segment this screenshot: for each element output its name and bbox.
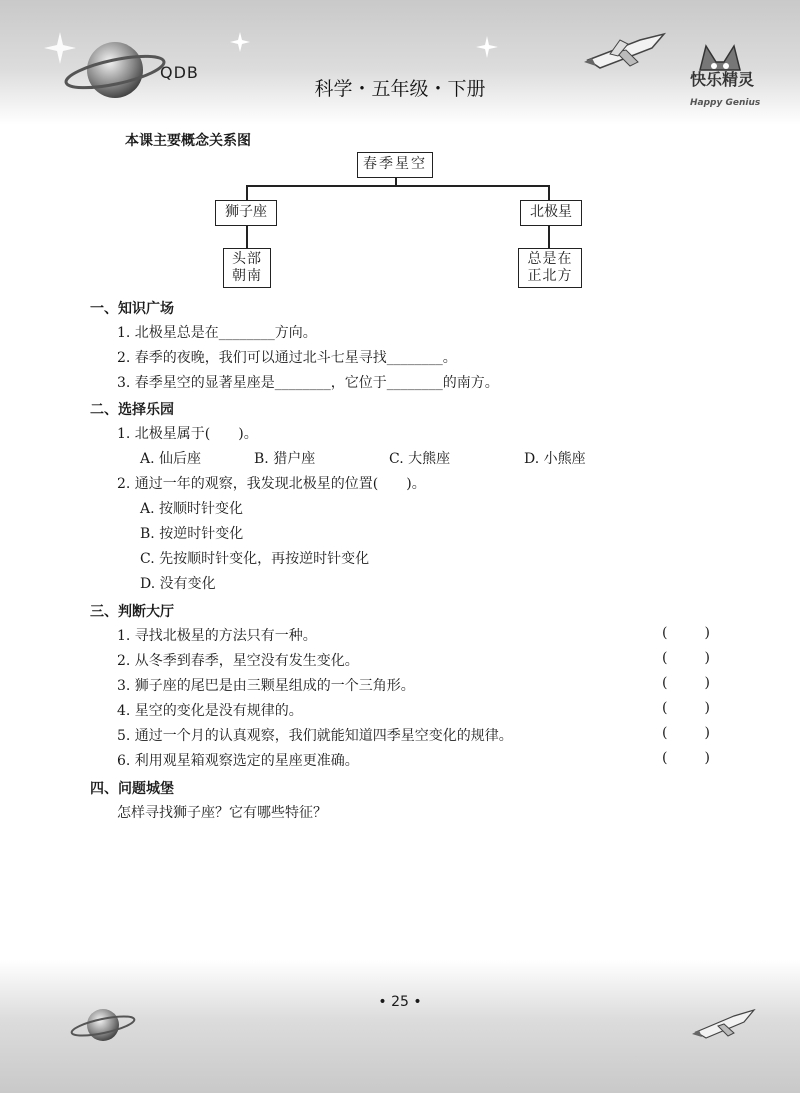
sparkle-icon: [474, 34, 500, 60]
concept-node-leo: 狮子座: [215, 200, 277, 226]
choice-option-a: A. 仙后座: [140, 451, 202, 467]
node-line: 头部: [232, 251, 262, 267]
answer-parentheses: ( ): [662, 700, 710, 716]
node-line: 朝南: [232, 268, 262, 284]
connector-line: [246, 185, 248, 200]
concept-node-head-south: [223, 248, 271, 288]
choice-question-1: 1. 北极星属于( )。: [117, 426, 258, 442]
page-number: • 25 •: [378, 994, 422, 1010]
fill-question-2: 2. 春季的夜晚，我们可以通过北斗七星寻找________。: [117, 350, 457, 366]
node-line: 正北方: [527, 268, 573, 284]
concept-node-spring-sky: 春季星空: [357, 152, 433, 178]
book-code: QDB: [160, 63, 199, 82]
choice-option-d: D. 没有变化: [140, 576, 216, 592]
answer-parentheses: ( ): [662, 750, 710, 766]
judgment-item: 6. 利用观星箱观察选定的星座更准确。: [117, 753, 359, 769]
connector-line: [548, 226, 550, 248]
connector-line: [246, 185, 549, 187]
judgment-item: 3. 狮子座的尾巴是由三颗星组成的一个三角形。: [117, 678, 415, 694]
judgment-item: 5. 通过一个月的认真观察，我们就能知道四季星空变化的规律。: [117, 728, 513, 744]
space-shuttle-icon: [690, 1000, 760, 1050]
concept-node-polaris: 北极星: [520, 200, 582, 226]
choice-option-a: A. 按顺时针变化: [140, 501, 244, 517]
choice-option-c: C. 大熊座: [389, 451, 451, 467]
brand-logo-text: [690, 67, 760, 109]
connector-line: [548, 185, 550, 200]
sparkle-icon: [228, 30, 252, 54]
connector-line: [246, 226, 248, 248]
choice-question-2: 2. 通过一年的观察，我发现北极星的位置( )。: [117, 476, 426, 492]
choice-option-d: D. 小熊座: [524, 451, 586, 467]
section-title-judgment: 三、判断大厅: [90, 604, 174, 620]
answer-parentheses: ( ): [662, 650, 710, 666]
judgment-item: 4. 星空的变化是没有规律的。: [117, 703, 303, 719]
node-line: 总是在: [527, 251, 573, 267]
answer-parentheses: ( ): [662, 675, 710, 691]
concept-map-title: 本课主要概念关系图: [125, 133, 251, 149]
choice-option-b: B. 按逆时针变化: [140, 526, 244, 542]
judgment-item: 1. 寻找北极星的方法只有一种。: [117, 628, 317, 644]
section-title-choice: 二、选择乐园: [90, 402, 174, 418]
planet-icon: [68, 1000, 138, 1050]
judgment-item: 2. 从冬季到春季，星空没有发生变化。: [117, 653, 359, 669]
fill-question-1: 1. 北极星总是在________方向。: [117, 325, 317, 341]
section-title-problem: 四、问题城堡: [90, 781, 174, 797]
sparkle-icon: [40, 28, 80, 68]
open-question: 怎样寻找狮子座？它有哪些特征？: [117, 805, 327, 821]
choice-option-b: B. 猎户座: [254, 451, 316, 467]
space-shuttle-icon: [580, 22, 670, 82]
answer-parentheses: ( ): [662, 725, 710, 741]
choice-option-c: C. 先按顺时针变化，再按逆时针变化: [140, 551, 370, 567]
fill-question-3: 3. 春季星空的显著星座是________，它位于________的南方。: [117, 375, 499, 391]
concept-node-always-north: [518, 248, 582, 288]
answer-parentheses: ( ): [662, 625, 710, 641]
brand-name-en: Happy Genius: [690, 98, 761, 108]
brand-name: 快乐精灵: [690, 70, 755, 89]
section-title-knowledge: 一、知识广场: [90, 301, 174, 317]
page-title: 科学・五年级・下册: [314, 78, 486, 100]
